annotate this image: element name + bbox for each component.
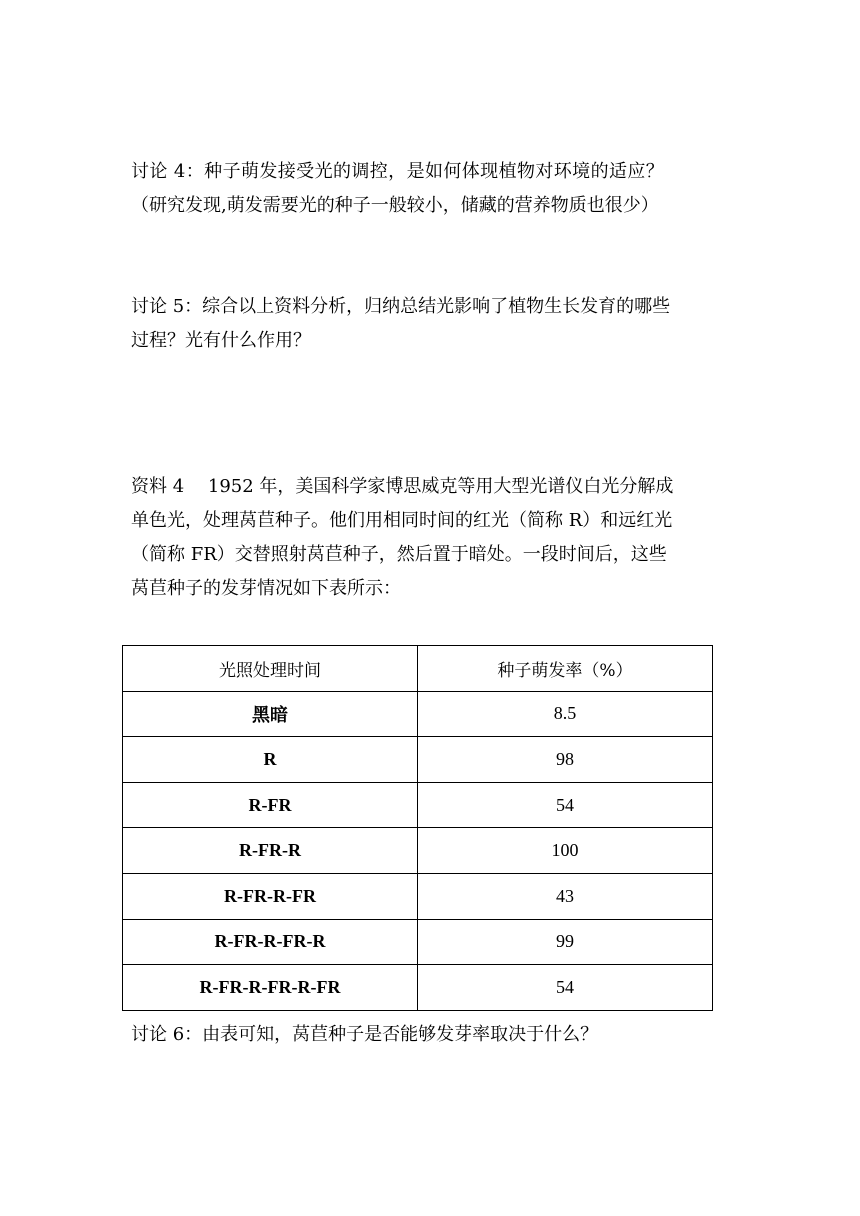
discussion-4-note: （研究发现,萌发需要光的种子一般较小，储藏的营养物质也很少） <box>131 195 659 216</box>
treatment-cell: R-FR-R-FR <box>123 873 418 919</box>
material-4-line-3: （简称 FR）交替照射莴苣种子，然后置于暗处。一段时间后，这些 <box>131 544 667 565</box>
discussion-4-question: 讨论 4：种子萌发接受光的调控，是如何体现植物对环境的适应？ <box>131 161 665 182</box>
rate-cell: 98 <box>418 737 713 783</box>
table-row <box>123 919 713 965</box>
table-header-row <box>123 646 713 692</box>
material-4-line-1: 资料 4 1952 年，美国科学家博思威克等用大型光谱仪白光分解成 <box>131 476 674 497</box>
header-treatment: 光照处理时间 <box>123 646 418 692</box>
header-germination-rate: 种子萌发率（%） <box>418 646 713 692</box>
treatment-cell: R-FR-R-FR-R <box>123 919 418 965</box>
rate-cell: 100 <box>418 828 713 874</box>
material-4 <box>131 470 731 606</box>
rate-cell: 54 <box>418 965 713 1011</box>
rate-cell: 54 <box>418 782 713 828</box>
discussion-5-line-1: 讨论 5：综合以上资料分析，归纳总结光影响了植物生长发育的哪些 <box>131 296 671 317</box>
treatment-cell: R-FR-R <box>123 828 418 874</box>
rate-cell: 43 <box>418 873 713 919</box>
treatment-cell: R-FR-R-FR-R-FR <box>123 965 418 1011</box>
discussion-5 <box>131 290 731 358</box>
table-row <box>123 782 713 828</box>
table-row <box>123 691 713 737</box>
rate-cell: 99 <box>418 919 713 965</box>
discussion-6 <box>131 1018 731 1052</box>
table-row <box>123 965 713 1011</box>
material-4-line-4: 莴苣种子的发芽情况如下表所示： <box>131 578 401 599</box>
table-row <box>123 737 713 783</box>
rate-cell: 8.5 <box>418 691 713 737</box>
treatment-cell: R <box>123 737 418 783</box>
treatment-cell: 黑暗 <box>123 691 418 737</box>
discussion-4 <box>131 155 731 223</box>
table-row <box>123 828 713 874</box>
material-4-line-2: 单色光，处理莴苣种子。他们用相同时间的红光（简称 R）和远红光 <box>131 510 673 531</box>
treatment-cell: R-FR <box>123 782 418 828</box>
table-row <box>123 873 713 919</box>
germination-table <box>122 645 713 1011</box>
discussion-5-line-2: 过程？光有什么作用？ <box>131 330 311 351</box>
discussion-6-question: 讨论 6：由表可知，莴苣种子是否能够发芽率取决于什么？ <box>131 1024 599 1045</box>
